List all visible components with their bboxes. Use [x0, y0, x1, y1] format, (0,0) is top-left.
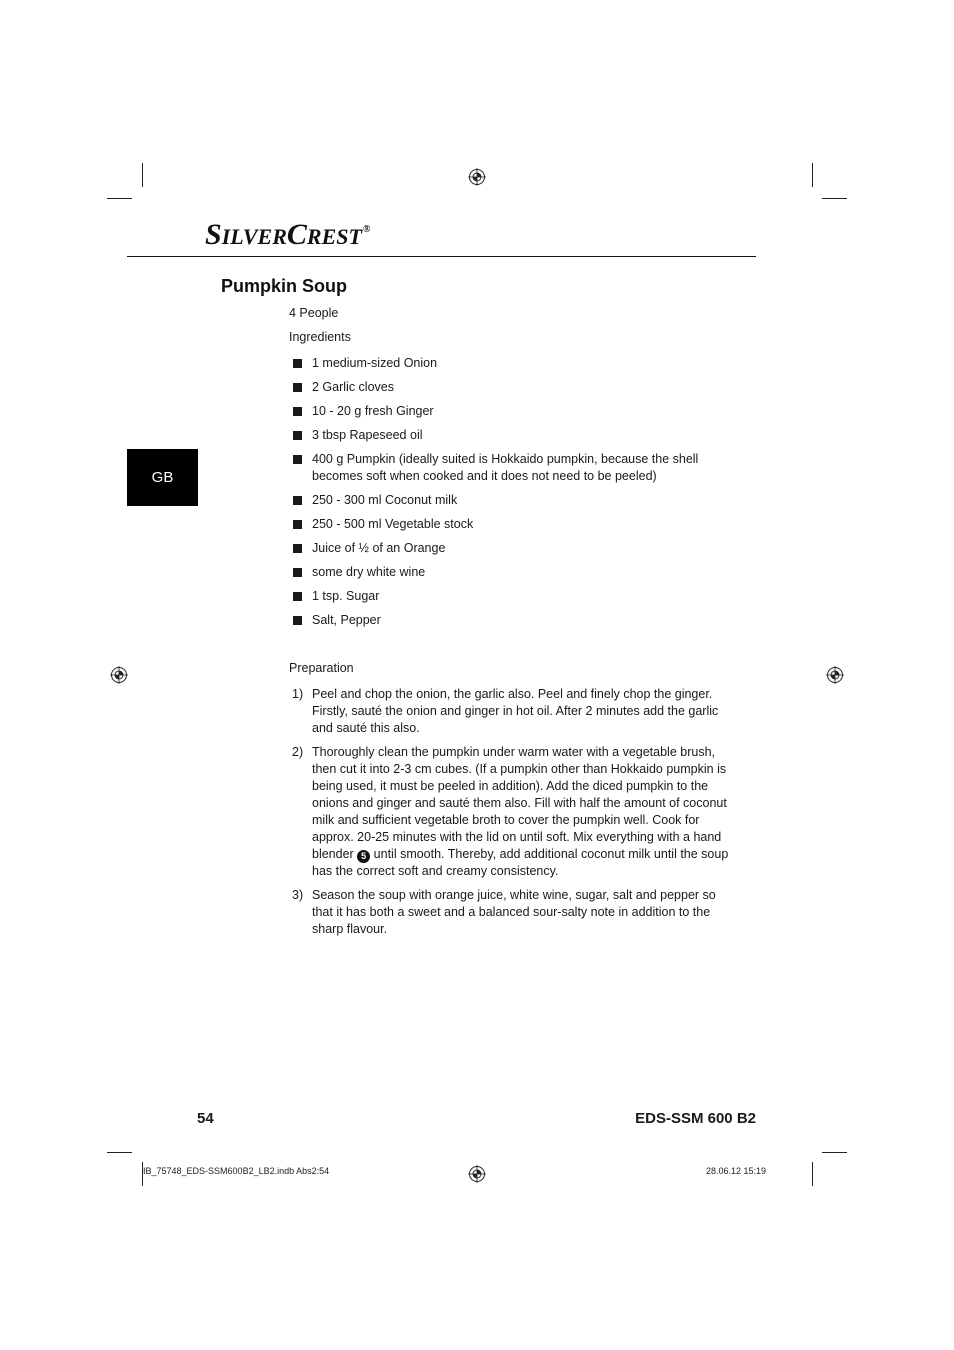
square-bullet-icon — [293, 592, 302, 601]
brand-logo: SILVERCREST® — [205, 218, 371, 251]
preparation-heading: Preparation — [289, 661, 354, 675]
square-bullet-icon — [293, 496, 302, 505]
crop-mark — [812, 1162, 813, 1186]
print-file-info: IB_75748_EDS-SSM600B2_LB2.indb Abs2:54 — [143, 1166, 330, 1176]
list-item: 3) Season the soup with orange juice, white wine, sugar, salt and pepper so that it has both a sweet and a balanced sour-salty note in addition to the sharp flavour. — [292, 888, 716, 936]
square-bullet-icon — [293, 407, 302, 416]
part-reference-badge: 5 — [357, 850, 370, 863]
header-divider — [127, 256, 756, 257]
list-item: Salt, Pepper — [293, 612, 733, 629]
list-item: 1 medium-sized Onion — [293, 355, 733, 372]
language-tab: GB — [127, 449, 198, 506]
list-item: Juice of ½ of an Orange — [293, 540, 733, 557]
registration-mark-icon — [468, 1165, 486, 1183]
registration-mark-icon — [110, 666, 128, 684]
list-item: 10 - 20 g fresh Ginger — [293, 403, 733, 420]
square-bullet-icon — [293, 359, 302, 368]
list-item: 2 Garlic cloves — [293, 379, 733, 396]
square-bullet-icon — [293, 616, 302, 625]
servings-text: 4 People — [289, 306, 339, 320]
square-bullet-icon — [293, 455, 302, 464]
page-number: 54 — [197, 1110, 214, 1127]
list-item: 1) Peel and chop the onion, the garlic also. Peel and finely chop the ginger. Firstly, sauté the onion and ginger in hot oil. After 2 minutes add the garlic and sauté this also. — [292, 687, 719, 735]
crop-mark — [822, 198, 847, 199]
ingredients-heading: Ingredients — [289, 330, 351, 344]
list-item: 2) Thoroughly clean the pumpkin under warm water with a vegetable brush, then cut it into 2-3 cm cubes. (If a pumpkin other than Hokkaido pumpkin is being used, it must be peeled in addition). Add the diced pumpkin to the onions and ginger and sauté them also. Fill with half the amount of coconut milk and sufficient vegetable broth to cover the pumpkin well. Cook for approx. 20-25 minutes with the lid on until soft. Mix everything with a hand blender 5 until smooth. Thereby, add additional coconut milk until the soup has the correct soft and creamy consistency. — [292, 745, 729, 878]
crop-mark — [142, 163, 143, 187]
model-number: EDS-SSM 600 B2 — [635, 1110, 756, 1127]
list-item: 250 - 500 ml Vegetable stock — [293, 516, 733, 533]
square-bullet-icon — [293, 431, 302, 440]
list-item: 250 - 300 ml Coconut milk — [293, 492, 733, 509]
list-item: 1 tsp. Sugar — [293, 588, 733, 605]
square-bullet-icon — [293, 383, 302, 392]
registration-mark-icon — [468, 168, 486, 186]
square-bullet-icon — [293, 544, 302, 553]
crop-mark — [107, 1152, 132, 1153]
square-bullet-icon — [293, 568, 302, 577]
page-title: Pumpkin Soup — [221, 276, 347, 296]
list-item: 3 tbsp Rapeseed oil — [293, 427, 733, 444]
crop-mark — [822, 1152, 847, 1153]
print-date-time: 28.06.12 15:19 — [706, 1166, 767, 1176]
ingredients-list — [293, 355, 733, 636]
preparation-steps — [292, 686, 730, 945]
square-bullet-icon — [293, 520, 302, 529]
registration-mark-icon — [826, 666, 844, 684]
list-item: some dry white wine — [293, 564, 733, 581]
crop-mark — [107, 198, 132, 199]
list-item: 400 g Pumpkin (ideally suited is Hokkaido pumpkin, because the shell becomes soft when cooked and it does not need to be peeled) — [293, 451, 733, 485]
crop-mark — [812, 163, 813, 187]
